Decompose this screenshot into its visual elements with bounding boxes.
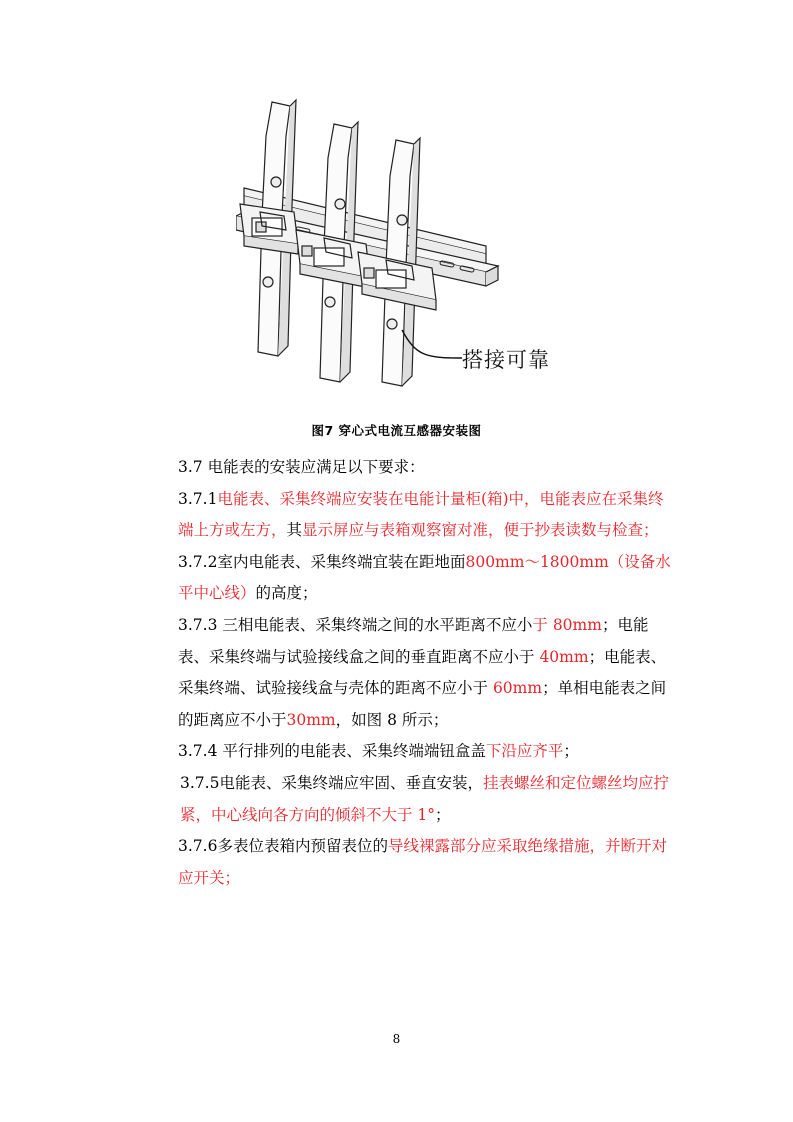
plain-text: 多表位表箱内预留表位的 <box>217 837 388 856</box>
plain-text: 室内电能表、采集终端宜装在距地面 <box>217 552 466 571</box>
highlight-text: 下沿应齐平 <box>485 742 564 761</box>
plain-text: ；单相电能表之间的距离应不小于 <box>178 679 667 729</box>
plain-text: 电能表、采集终端应牢固、垂直安装， <box>219 773 483 792</box>
page-number: 8 <box>392 1032 401 1046</box>
plain-text: ； <box>435 805 451 824</box>
plain-text: ，如图 8 所示； <box>335 710 449 729</box>
section-3-7-5 <box>146 768 676 831</box>
section-number: 3.7.6 <box>178 837 218 856</box>
plain-text: 平行排列的电能表、采集终端端钮盒盖 <box>217 742 486 761</box>
section-3-7 <box>146 452 676 484</box>
body-text <box>146 452 676 894</box>
section-3-7-4 <box>146 736 676 768</box>
highlight-text: 导线裸露部分应采取绝缘措施，并断开对应开关； <box>178 837 667 887</box>
figure-caption: 图7 穿心式电流互感器安装图 <box>311 423 482 438</box>
section-3-7-3 <box>146 610 676 736</box>
highlight-text: 电能表、采集终端应安装在电能计量柜(箱)中，电能表应在采集终端上方或左方， <box>178 489 664 540</box>
section-number: 3.7.4 <box>178 742 218 761</box>
section-number: 3.7.1 <box>178 489 218 508</box>
section-3-7-6 <box>146 831 676 894</box>
highlight-text: 显示屏应与表箱观察窗对准，便于抄表读数与检查； <box>302 521 659 540</box>
section-number: 3.7.2 <box>178 552 218 571</box>
callout-label: 搭接可靠 <box>462 348 550 372</box>
plain-text: 的高度； <box>255 584 318 603</box>
plain-text: ；电能表、采集终端与试验接线盒之间的垂直距离不应小于 <box>178 615 649 666</box>
highlight-text: 40mm <box>534 647 589 666</box>
highlight-text: 30mm <box>286 710 336 729</box>
highlight-text: 挂表螺丝和定位螺丝均应拧紧，中心线向各方向的倾斜不大于 1° <box>180 773 669 824</box>
highlight-text: 于 80mm <box>532 615 602 634</box>
plain-text: 其 <box>286 521 303 540</box>
section-3-7-2 <box>146 547 676 610</box>
section-number: 3.7.5 <box>180 773 220 792</box>
highlight-text: 60mm <box>488 679 543 698</box>
plain-text: 三相电能表、采集终端之间的水平距离不应小 <box>217 615 533 634</box>
section-3-7-1 <box>146 484 676 547</box>
plain-text: ；电能表、采集终端、试验接线盒与壳体的距离不应小于 <box>178 647 667 698</box>
section-3-7-text: 3.7 电能表的安装应满足以下要求： <box>178 458 425 476</box>
plain-text: ； <box>563 742 579 761</box>
section-number: 3.7.3 <box>178 615 218 634</box>
highlight-text: 800mm～1800mm（设备水平中心线） <box>178 552 671 603</box>
